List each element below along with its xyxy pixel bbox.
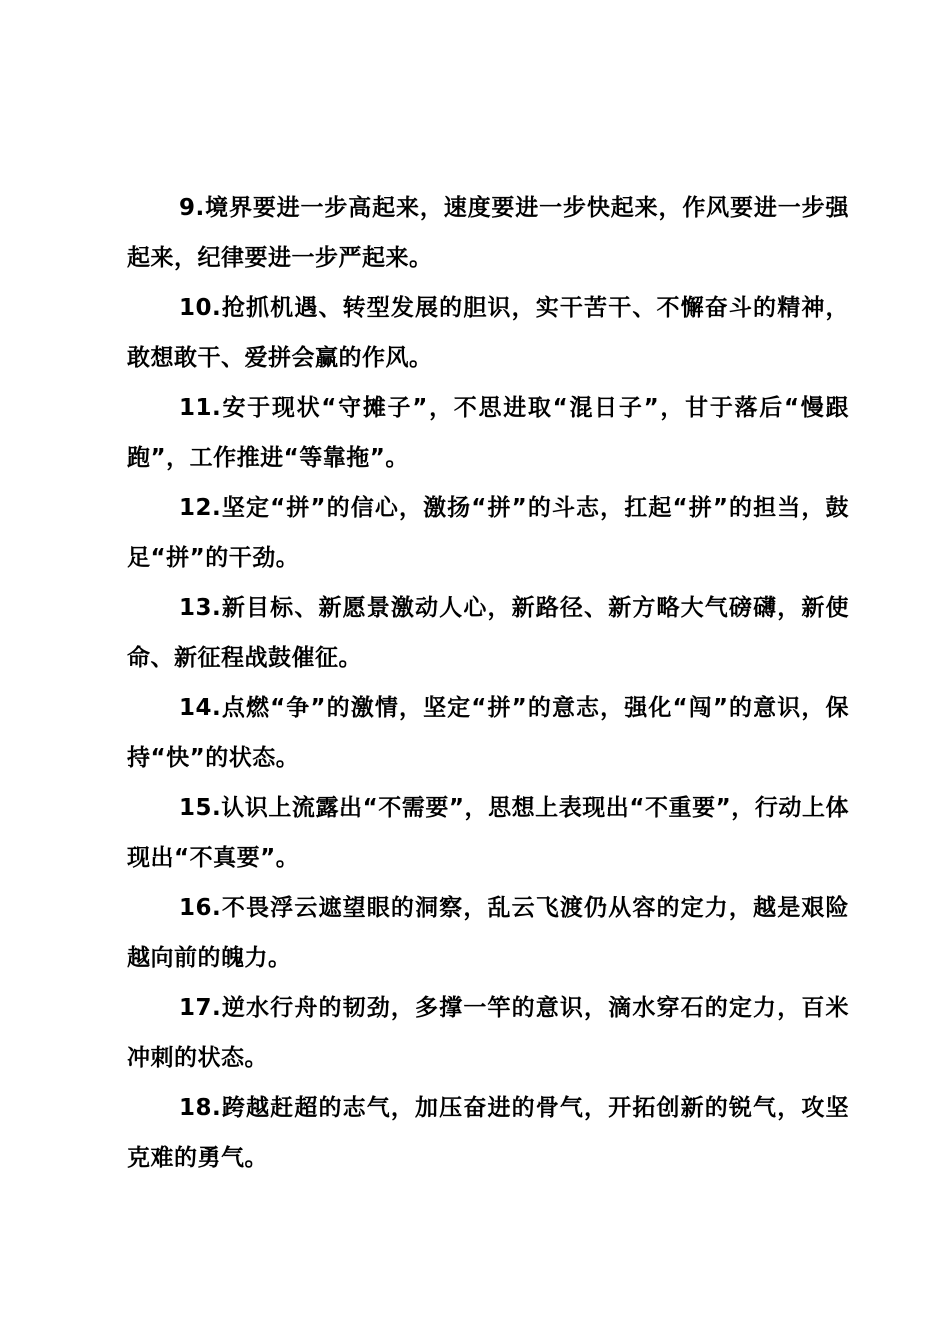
paragraph-18: 18.跨越赶超的志气，加压奋进的骨气，开拓创新的锐气，攻坚克难的勇气。 bbox=[127, 1095, 849, 1171]
paragraph-10: 10.抢抓机遇、转型发展的胆识，实干苦干、不懈奋斗的精神，敢想敢干、爱拼会赢的作风。 bbox=[127, 295, 849, 371]
paragraph-11: 11.安于现状“守摊子”，不思进取“混日子”，甘于落后“慢跟跑”，工作推进“等靠拖”。 bbox=[127, 395, 849, 471]
paragraph-15: 15.认识上流露出“不需要”，思想上表现出“不重要”，行动上体现出“不真要”。 bbox=[127, 795, 849, 871]
paragraph-17: 17.逆水行舟的韧劲，多撑一竿的意识，滴水穿石的定力，百米冲刺的状态。 bbox=[127, 995, 849, 1071]
paragraph-9: 9.境界要进一步高起来，速度要进一步快起来，作风要进一步强起来，纪律要进一步严起来。 bbox=[127, 195, 849, 271]
paragraph-12: 12.坚定“拼”的信心，激扬“拼”的斗志，扛起“拼”的担当，鼓足“拼”的干劲。 bbox=[127, 495, 849, 571]
paragraph-14: 14.点燃“争”的激情，坚定“拼”的意志，强化“闯”的意识，保持“快”的状态。 bbox=[127, 695, 849, 771]
paragraph-16: 16.不畏浮云遮望眼的洞察，乱云飞渡仍从容的定力，越是艰险越向前的魄力。 bbox=[127, 895, 849, 971]
paragraph-13: 13.新目标、新愿景激动人心，新路径、新方略大气磅礴，新使命、新征程战鼓催征。 bbox=[127, 595, 849, 671]
document-body bbox=[127, 183, 849, 1183]
